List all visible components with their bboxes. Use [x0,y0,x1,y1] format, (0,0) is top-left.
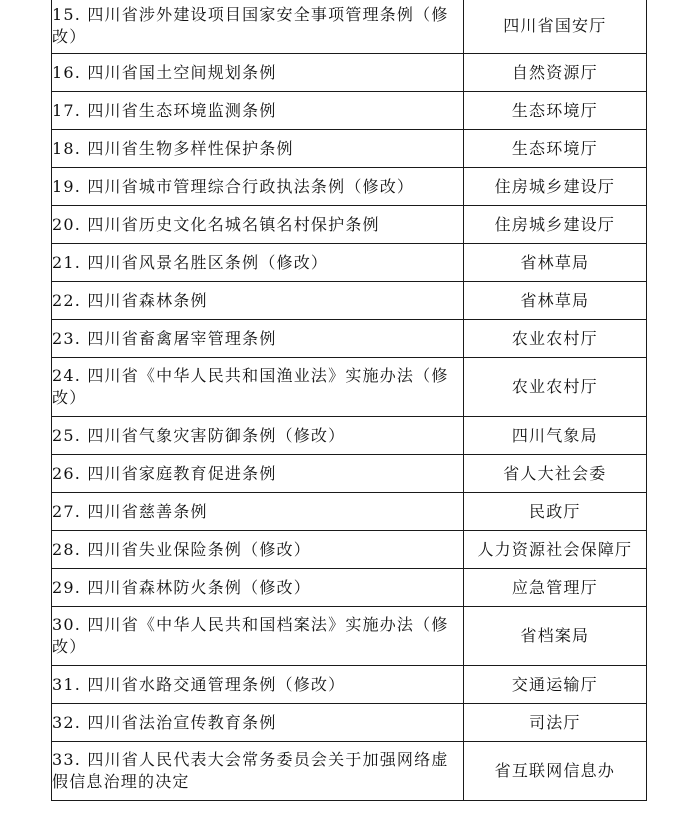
responsible-department: 省人大社会委 [463,455,646,493]
table-row [52,206,647,244]
responsible-department: 人力资源社会保障厅 [463,531,646,569]
regulation-name: 15. 四川省涉外建设项目国家安全事项管理条例（修改） [52,0,464,54]
table-row [52,130,647,168]
responsible-department: 省档案局 [463,607,646,666]
table-row [52,358,647,417]
regulation-name: 24. 四川省《中华人民共和国渔业法》实施办法（修改） [52,358,464,417]
regulation-name: 25. 四川省气象灾害防御条例（修改） [52,417,464,455]
responsible-department: 自然资源厅 [463,54,646,92]
table-row [52,742,647,801]
responsible-department: 生态环境厅 [463,92,646,130]
responsible-department: 住房城乡建设厅 [463,168,646,206]
regulation-name: 18. 四川省生物多样性保护条例 [52,130,464,168]
regulation-name: 20. 四川省历史文化名城名镇名村保护条例 [52,206,464,244]
regulation-name: 32. 四川省法治宣传教育条例 [52,704,464,742]
regulation-name: 31. 四川省水路交通管理条例（修改） [52,666,464,704]
legislation-table [51,0,647,801]
regulation-name: 28. 四川省失业保险条例（修改） [52,531,464,569]
table-row [52,493,647,531]
table-row [52,569,647,607]
table-row [52,168,647,206]
responsible-department: 省互联网信息办 [463,742,646,801]
responsible-department: 农业农村厅 [463,320,646,358]
responsible-department: 生态环境厅 [463,130,646,168]
responsible-department: 省林草局 [463,282,646,320]
table-row [52,54,647,92]
regulation-name: 29. 四川省森林防火条例（修改） [52,569,464,607]
regulation-name: 17. 四川省生态环境监测条例 [52,92,464,130]
table-row [52,244,647,282]
responsible-department: 农业农村厅 [463,358,646,417]
responsible-department: 四川气象局 [463,417,646,455]
table-row [52,282,647,320]
responsible-department: 省林草局 [463,244,646,282]
regulation-name: 19. 四川省城市管理综合行政执法条例（修改） [52,168,464,206]
responsible-department: 民政厅 [463,493,646,531]
regulation-name: 16. 四川省国土空间规划条例 [52,54,464,92]
table-row [52,417,647,455]
table-row [52,92,647,130]
responsible-department: 住房城乡建设厅 [463,206,646,244]
table-row [52,455,647,493]
responsible-department: 交通运输厅 [463,666,646,704]
regulation-name: 22. 四川省森林条例 [52,282,464,320]
table-row [52,704,647,742]
responsible-department: 应急管理厅 [463,569,646,607]
table-row [52,0,647,54]
table-row [52,607,647,666]
regulation-name: 33. 四川省人民代表大会常务委员会关于加强网络虚假信息治理的决定 [52,742,464,801]
table-row [52,320,647,358]
regulation-name: 27. 四川省慈善条例 [52,493,464,531]
regulation-name: 26. 四川省家庭教育促进条例 [52,455,464,493]
regulation-name: 21. 四川省风景名胜区条例（修改） [52,244,464,282]
table-row [52,666,647,704]
responsible-department: 四川省国安厅 [463,0,646,54]
table-row [52,531,647,569]
responsible-department: 司法厅 [463,704,646,742]
regulation-name: 30. 四川省《中华人民共和国档案法》实施办法（修改） [52,607,464,666]
regulation-name: 23. 四川省畜禽屠宰管理条例 [52,320,464,358]
